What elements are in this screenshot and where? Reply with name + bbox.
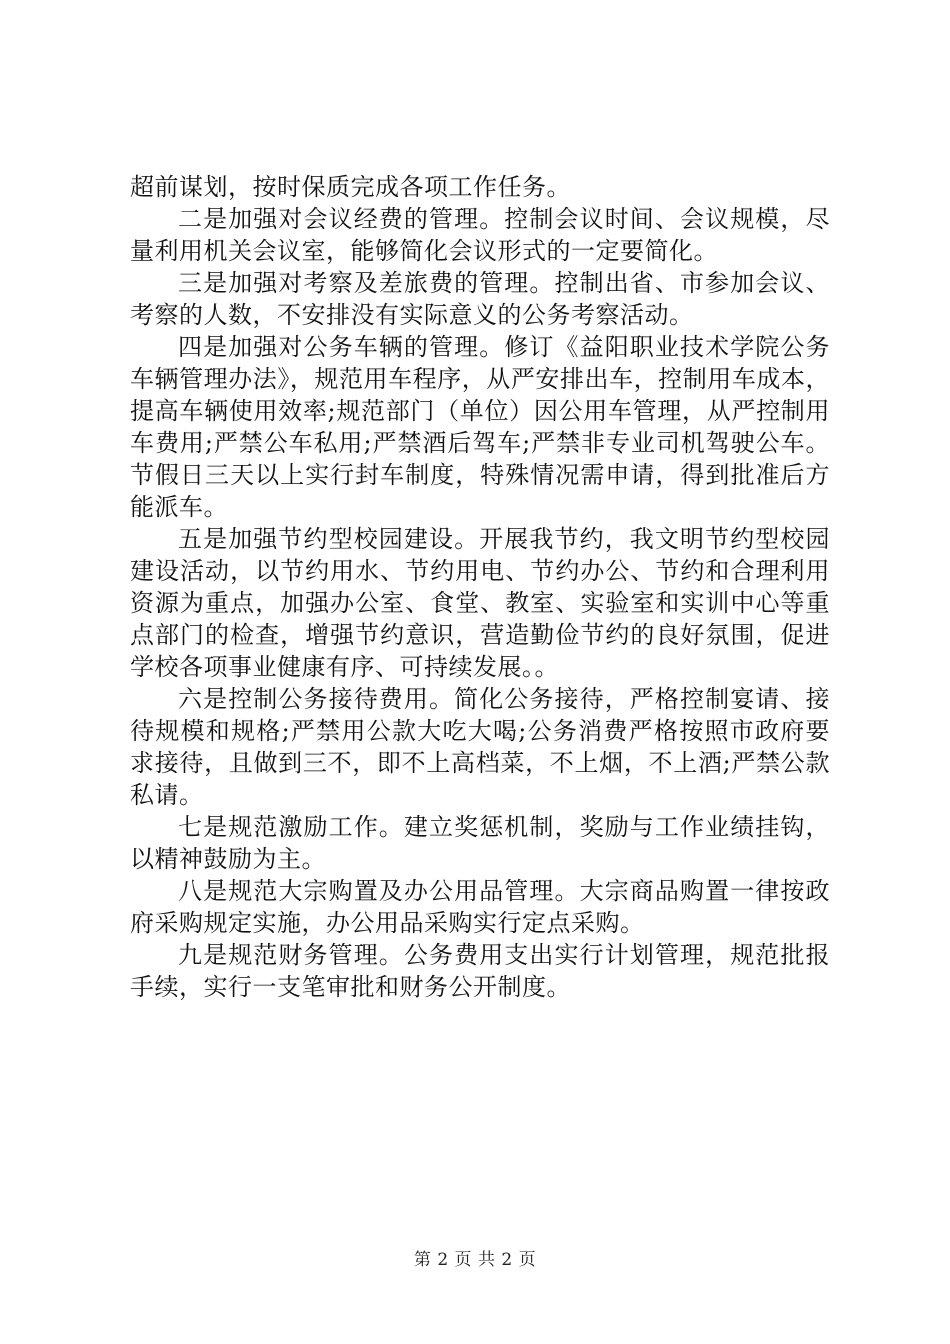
document-body xyxy=(130,171,830,1003)
paragraph-3: 三是加强对考察及差旅费的管理。控制出省、市参加会议、考察的人数，不安排没有实际意义的公务考察活动。 xyxy=(130,269,830,329)
paragraph-9: 九是规范财务管理。公务费用支出实行计划管理，规范批报手续，实行一支笔审批和财务公开制度。 xyxy=(130,941,830,1001)
paragraph-6: 六是控制公务接待费用。简化公务接待，严格控制宴请、接待规模和规格;严禁用公款大吃大喝;公务消费严格按照市政府要求接待，且做到三不，即不上高档菜，不上烟，不上酒;严禁公款私请。 xyxy=(130,685,830,809)
page-footer: 第 2 页 共 2 页 xyxy=(413,1250,537,1270)
paragraph-1: 超前谋划，按时保质完成各项工作任务。 xyxy=(130,173,571,201)
paragraph-2: 二是加强对会议经费的管理。控制会议时间、会议规模，尽量利用机关会议室，能够简化会议形式的一定要简化。 xyxy=(130,205,830,265)
paragraph-7: 七是规范激励工作。建立奖惩机制，奖励与工作业绩挂钩，以精神鼓励为主。 xyxy=(130,813,830,873)
paragraph-4: 四是加强对公务车辆的管理。修订《益阳职业技术学院公务车辆管理办法》，规范用车程序，从严安排出车，控制用车成本，提高车辆使用效率;规范部门（单位）因公用车管理，从严控制用车费用;严禁公车私用;严禁酒后驾车;严禁非专业司机驾驶公车。节假日三天以上实行封车制度，特殊情况需申请，得到批准后方能派车。 xyxy=(130,333,830,521)
paragraph-8: 八是规范大宗购置及办公用品管理。大宗商品购置一律按政府采购规定实施，办公用品采购实行定点采购。 xyxy=(130,877,830,937)
paragraph-5: 五是加强节约型校园建设。开展我节约，我文明节约型校园建设活动，以节约用水、节约用电、节约办公、节约和合理利用资源为重点，加强办公室、食堂、教室、实验室和实训中心等重点部门的检查，增强节约意识，营造勤俭节约的良好氛围，促进学校各项事业健康有序、可持续发展。。 xyxy=(130,525,830,681)
